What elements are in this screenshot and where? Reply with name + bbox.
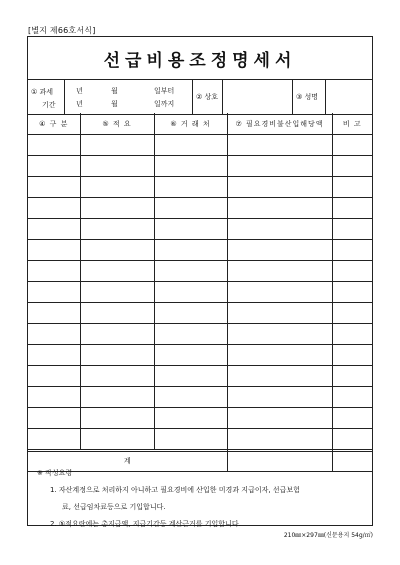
to-day-unit: 일까지 (154, 100, 175, 108)
period-label-cell (28, 80, 65, 114)
category-cell[interactable] (28, 219, 80, 240)
remarks-cell[interactable] (332, 177, 372, 198)
from-day-unit: 일부터 (154, 87, 175, 95)
amount-cell[interactable] (227, 345, 332, 366)
instruction-1-line2: 료, 선급임차료등으로 기입합니다. (62, 503, 166, 511)
table-row (28, 303, 372, 324)
description-cell[interactable] (80, 345, 154, 366)
amount-cell[interactable] (227, 366, 332, 387)
table-row (28, 219, 372, 240)
company-label: ② 상호 (196, 93, 219, 101)
counterparty-cell[interactable] (154, 324, 227, 345)
name-label: ③ 성명 (296, 93, 319, 101)
counterparty-cell[interactable] (154, 303, 227, 324)
header-counterparty: ⑥ 거 래 처 (154, 113, 227, 135)
amount-cell[interactable] (227, 282, 332, 303)
description-cell[interactable] (80, 135, 154, 156)
remarks-cell[interactable] (332, 198, 372, 219)
table-row (28, 198, 372, 219)
table-row (28, 261, 372, 282)
category-cell[interactable] (28, 324, 80, 345)
table-row (28, 345, 372, 366)
table-row (28, 387, 372, 408)
instructions-heading: ※ 작성요령 (37, 469, 73, 477)
description-cell[interactable] (80, 366, 154, 387)
ledger-grid (28, 113, 372, 472)
amount-cell[interactable] (227, 135, 332, 156)
company-field[interactable] (222, 80, 293, 114)
header-remarks: 비 고 (332, 113, 372, 135)
title-row (28, 37, 372, 80)
category-cell[interactable] (28, 156, 80, 177)
description-cell[interactable] (80, 219, 154, 240)
period-label-line1: ① 과세 (31, 88, 54, 96)
table-row (28, 156, 372, 177)
remarks-cell[interactable] (332, 345, 372, 366)
instructions-section (28, 451, 372, 528)
category-cell[interactable] (28, 135, 80, 156)
header-description: ⑤ 적 요 (80, 113, 154, 135)
category-cell[interactable] (28, 429, 80, 450)
form-title: 선급비용조정명세서 (103, 50, 297, 71)
remarks-cell[interactable] (332, 219, 372, 240)
from-year-unit: 년 (76, 87, 83, 95)
counterparty-cell[interactable] (154, 240, 227, 261)
category-cell[interactable] (28, 261, 80, 282)
amount-cell[interactable] (227, 156, 332, 177)
remarks-cell[interactable] (332, 387, 372, 408)
description-cell[interactable] (80, 177, 154, 198)
description-cell[interactable] (80, 429, 154, 450)
from-month-unit: 월 (111, 87, 118, 95)
amount-cell[interactable] (227, 261, 332, 282)
paper-spec: 210㎜×297㎜(신문용지 54g/㎡) (283, 532, 373, 539)
remarks-cell[interactable] (332, 261, 372, 282)
description-cell[interactable] (80, 408, 154, 429)
period-dates-cell[interactable] (64, 80, 193, 114)
counterparty-cell[interactable] (154, 198, 227, 219)
description-cell[interactable] (80, 240, 154, 261)
description-cell[interactable] (80, 156, 154, 177)
counterparty-cell[interactable] (154, 429, 227, 450)
remarks-cell[interactable] (332, 366, 372, 387)
ledger-table (28, 113, 372, 472)
remarks-cell[interactable] (332, 429, 372, 450)
counterparty-cell[interactable] (154, 156, 227, 177)
company-label-cell (192, 80, 223, 114)
table-row (28, 240, 372, 261)
amount-cell[interactable] (227, 387, 332, 408)
form-number-label: [별지 제66호서식] (28, 26, 96, 35)
table-row (28, 408, 372, 429)
remarks-cell[interactable] (332, 282, 372, 303)
description-cell[interactable] (80, 303, 154, 324)
counterparty-cell[interactable] (154, 261, 227, 282)
table-row (28, 324, 372, 345)
table-row (28, 282, 372, 303)
description-cell[interactable] (80, 324, 154, 345)
category-cell[interactable] (28, 198, 80, 219)
amount-cell[interactable] (227, 408, 332, 429)
header-nondeductible-amount: ⑦ 필요경비불산입해당액 (227, 113, 332, 135)
header-category: ④ 구 분 (28, 113, 80, 135)
remarks-cell[interactable] (332, 135, 372, 156)
remarks-cell[interactable] (332, 408, 372, 429)
total-label: 계 (28, 450, 227, 472)
counterparty-cell[interactable] (154, 345, 227, 366)
instruction-2: 2. ⑤적요란에는 총지급액, 지급기간등 계산근거를 기입합니다. (50, 520, 241, 528)
description-cell[interactable] (80, 261, 154, 282)
counterparty-cell[interactable] (154, 177, 227, 198)
amount-cell[interactable] (227, 219, 332, 240)
category-cell[interactable] (28, 240, 80, 261)
description-cell[interactable] (80, 387, 154, 408)
category-cell[interactable] (28, 387, 80, 408)
table-row (28, 135, 372, 156)
name-field[interactable] (325, 80, 372, 114)
table-row (28, 366, 372, 387)
description-cell[interactable] (80, 282, 154, 303)
counterparty-cell[interactable] (154, 135, 227, 156)
category-cell[interactable] (28, 282, 80, 303)
amount-cell[interactable] (227, 429, 332, 450)
period-label-line2: 기간 (42, 101, 56, 109)
amount-cell[interactable] (227, 303, 332, 324)
info-row (28, 80, 372, 115)
category-cell[interactable] (28, 345, 80, 366)
table-row (28, 177, 372, 198)
remarks-cell[interactable] (332, 324, 372, 345)
category-cell[interactable] (28, 303, 80, 324)
remarks-cell[interactable] (332, 303, 372, 324)
category-cell[interactable] (28, 366, 80, 387)
period-from-line (64, 86, 192, 99)
counterparty-cell[interactable] (154, 366, 227, 387)
amount-cell[interactable] (227, 240, 332, 261)
remarks-cell[interactable] (332, 240, 372, 261)
counterparty-cell[interactable] (154, 282, 227, 303)
amount-cell[interactable] (227, 177, 332, 198)
counterparty-cell[interactable] (154, 219, 227, 240)
form-frame (27, 36, 373, 526)
table-row (28, 429, 372, 450)
amount-cell[interactable] (227, 198, 332, 219)
category-cell[interactable] (28, 177, 80, 198)
amount-cell[interactable] (227, 324, 332, 345)
category-cell[interactable] (28, 408, 80, 429)
to-year-unit: 년 (76, 100, 83, 108)
instruction-1-line1: 1. 자산계정으로 처리하지 아니하고 필요경비에 산입한 미경과 지급이자, 선급보험 (50, 486, 300, 494)
counterparty-cell[interactable] (154, 408, 227, 429)
name-label-cell (292, 80, 326, 114)
to-month-unit: 월 (111, 100, 118, 108)
period-to-line (64, 99, 192, 112)
ledger-header-row (28, 113, 372, 135)
counterparty-cell[interactable] (154, 387, 227, 408)
remarks-cell[interactable] (332, 156, 372, 177)
description-cell[interactable] (80, 198, 154, 219)
